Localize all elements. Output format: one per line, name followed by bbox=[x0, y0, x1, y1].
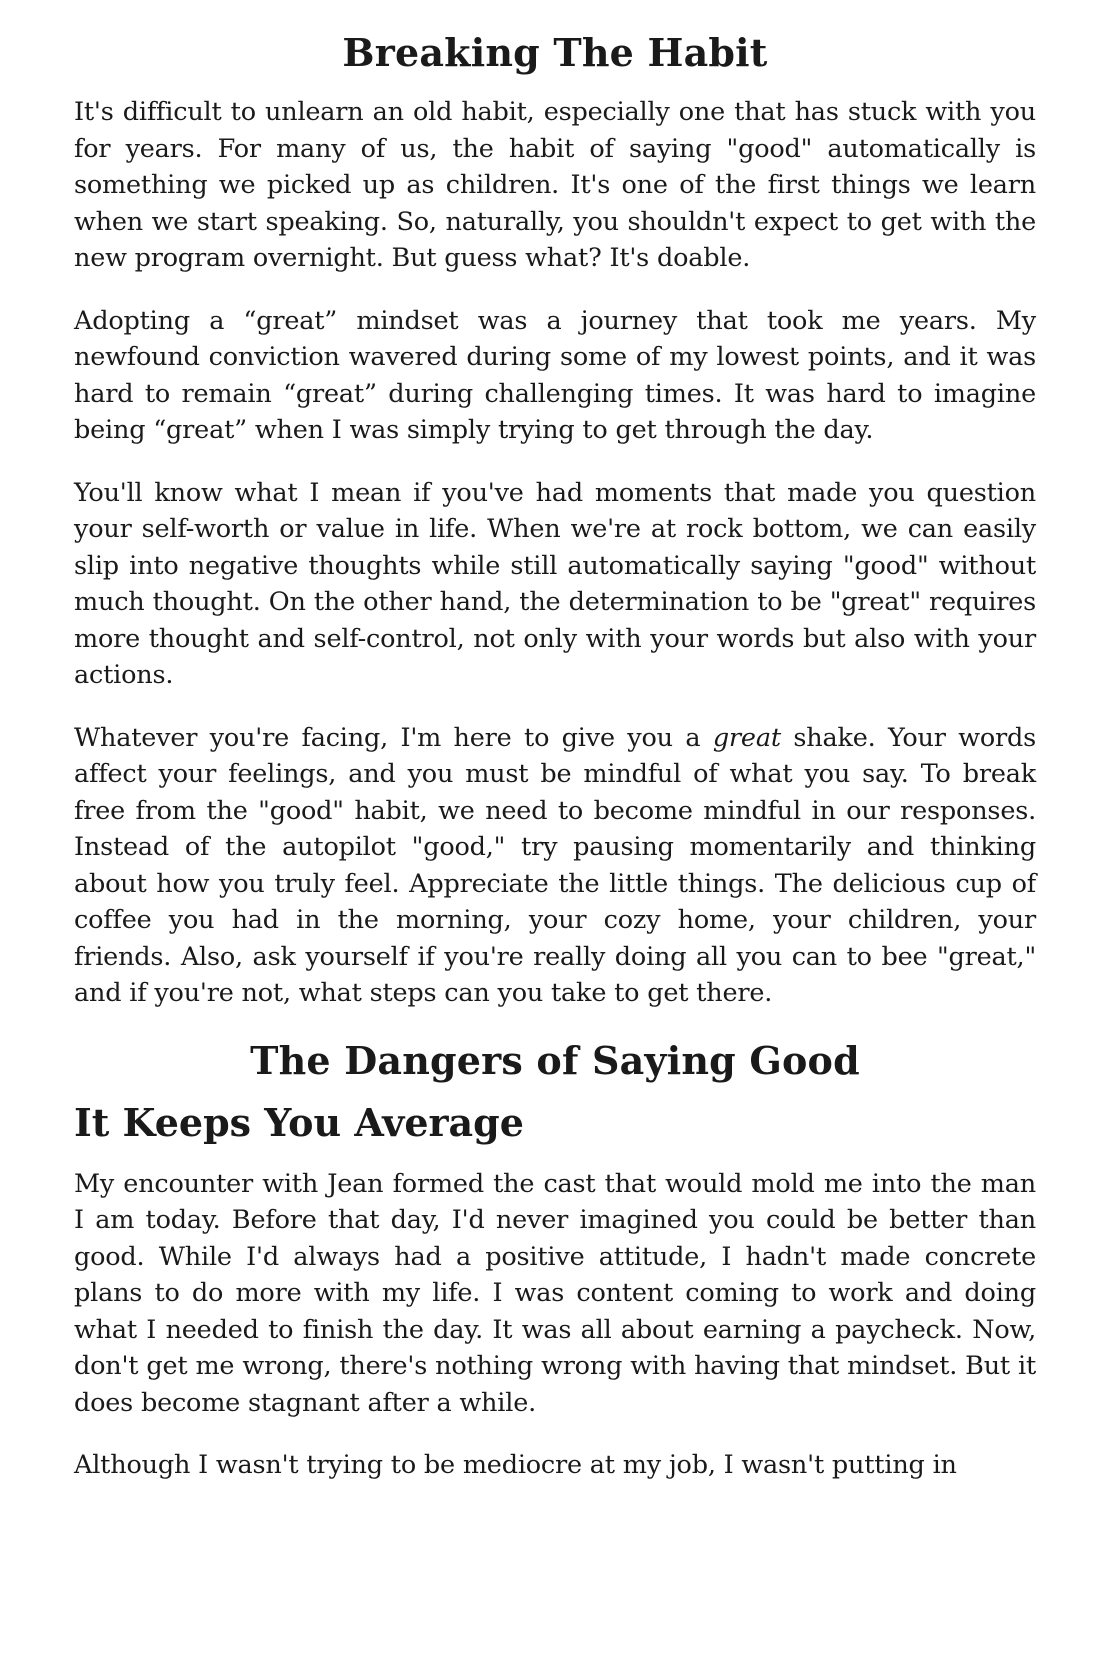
heading-breaking-the-habit: Breaking The Habit bbox=[342, 30, 768, 75]
document-page bbox=[74, 30, 1036, 1484]
paragraph-text: shake. Your words affect your feelings, and you must be mindful of what you say. To break free from the "good" habit, we need to become mindful in our responses. Instead of the autopilot "good," try pausing momentarily and thinking about how you truly feel. Appreciate the little things. The delicious cup of coffee you had in the morning, your cozy home, your children, your friends. Also, ask yourself if you're really doing all you can to bee "great," and if you're not, what steps can you take to get there. bbox=[74, 722, 1036, 1008]
heading-dangers-of-saying-good: The Dangers of Saying Good bbox=[250, 1037, 860, 1083]
paragraph: Adopting a “great” mindset was a journey that took me years. My newfound conviction wavered during some of my lowest points, and it was hard to remain “great” during challenging times. It was hard to imagine being “great” when I was simply trying to get through the day. bbox=[74, 305, 1036, 445]
paragraph bbox=[74, 720, 1036, 1012]
paragraph: My encounter with Jean formed the cast that would mold me into the man I am today. Before that day, I'd never imagined you could be better than good. While I'd always had a positive attitude, I hadn't made concrete plans to do more with my life. I was content coming to work and doing what I needed to finish the day. It was all about earning a paycheck. Now, don't get me wrong, there's nothing wrong with having that mindset. But it does become stagnant after a while. bbox=[74, 1168, 1036, 1418]
paragraph-text: Whatever you're facing, I'm here to give you a bbox=[74, 722, 713, 753]
subheading-keeps-you-average: It Keeps You Average bbox=[74, 1099, 524, 1145]
paragraph: It's difficult to unlearn an old habit, especially one that has stuck with you for years. For many of us, the habit of saying "good" automatically is something we picked up as children. It's one of the first things we learn when we start speaking. So, naturally, you shouldn't expect to get with the new program overnight. But guess what? It's doable. bbox=[74, 97, 1036, 273]
emphasis-text: great bbox=[712, 722, 781, 753]
paragraph: Although I wasn't trying to be mediocre at my job, I wasn't putting in bbox=[74, 1450, 957, 1480]
paragraph: You'll know what I mean if you've had moments that made you question your self-worth or value in life. When we're at rock bottom, we can easily slip into negative thoughts while still automatically saying "good" without much thought. On the other hand, the determination to be "great" requires more thought and self-control, not only with your words but also with your actions. bbox=[74, 477, 1036, 690]
